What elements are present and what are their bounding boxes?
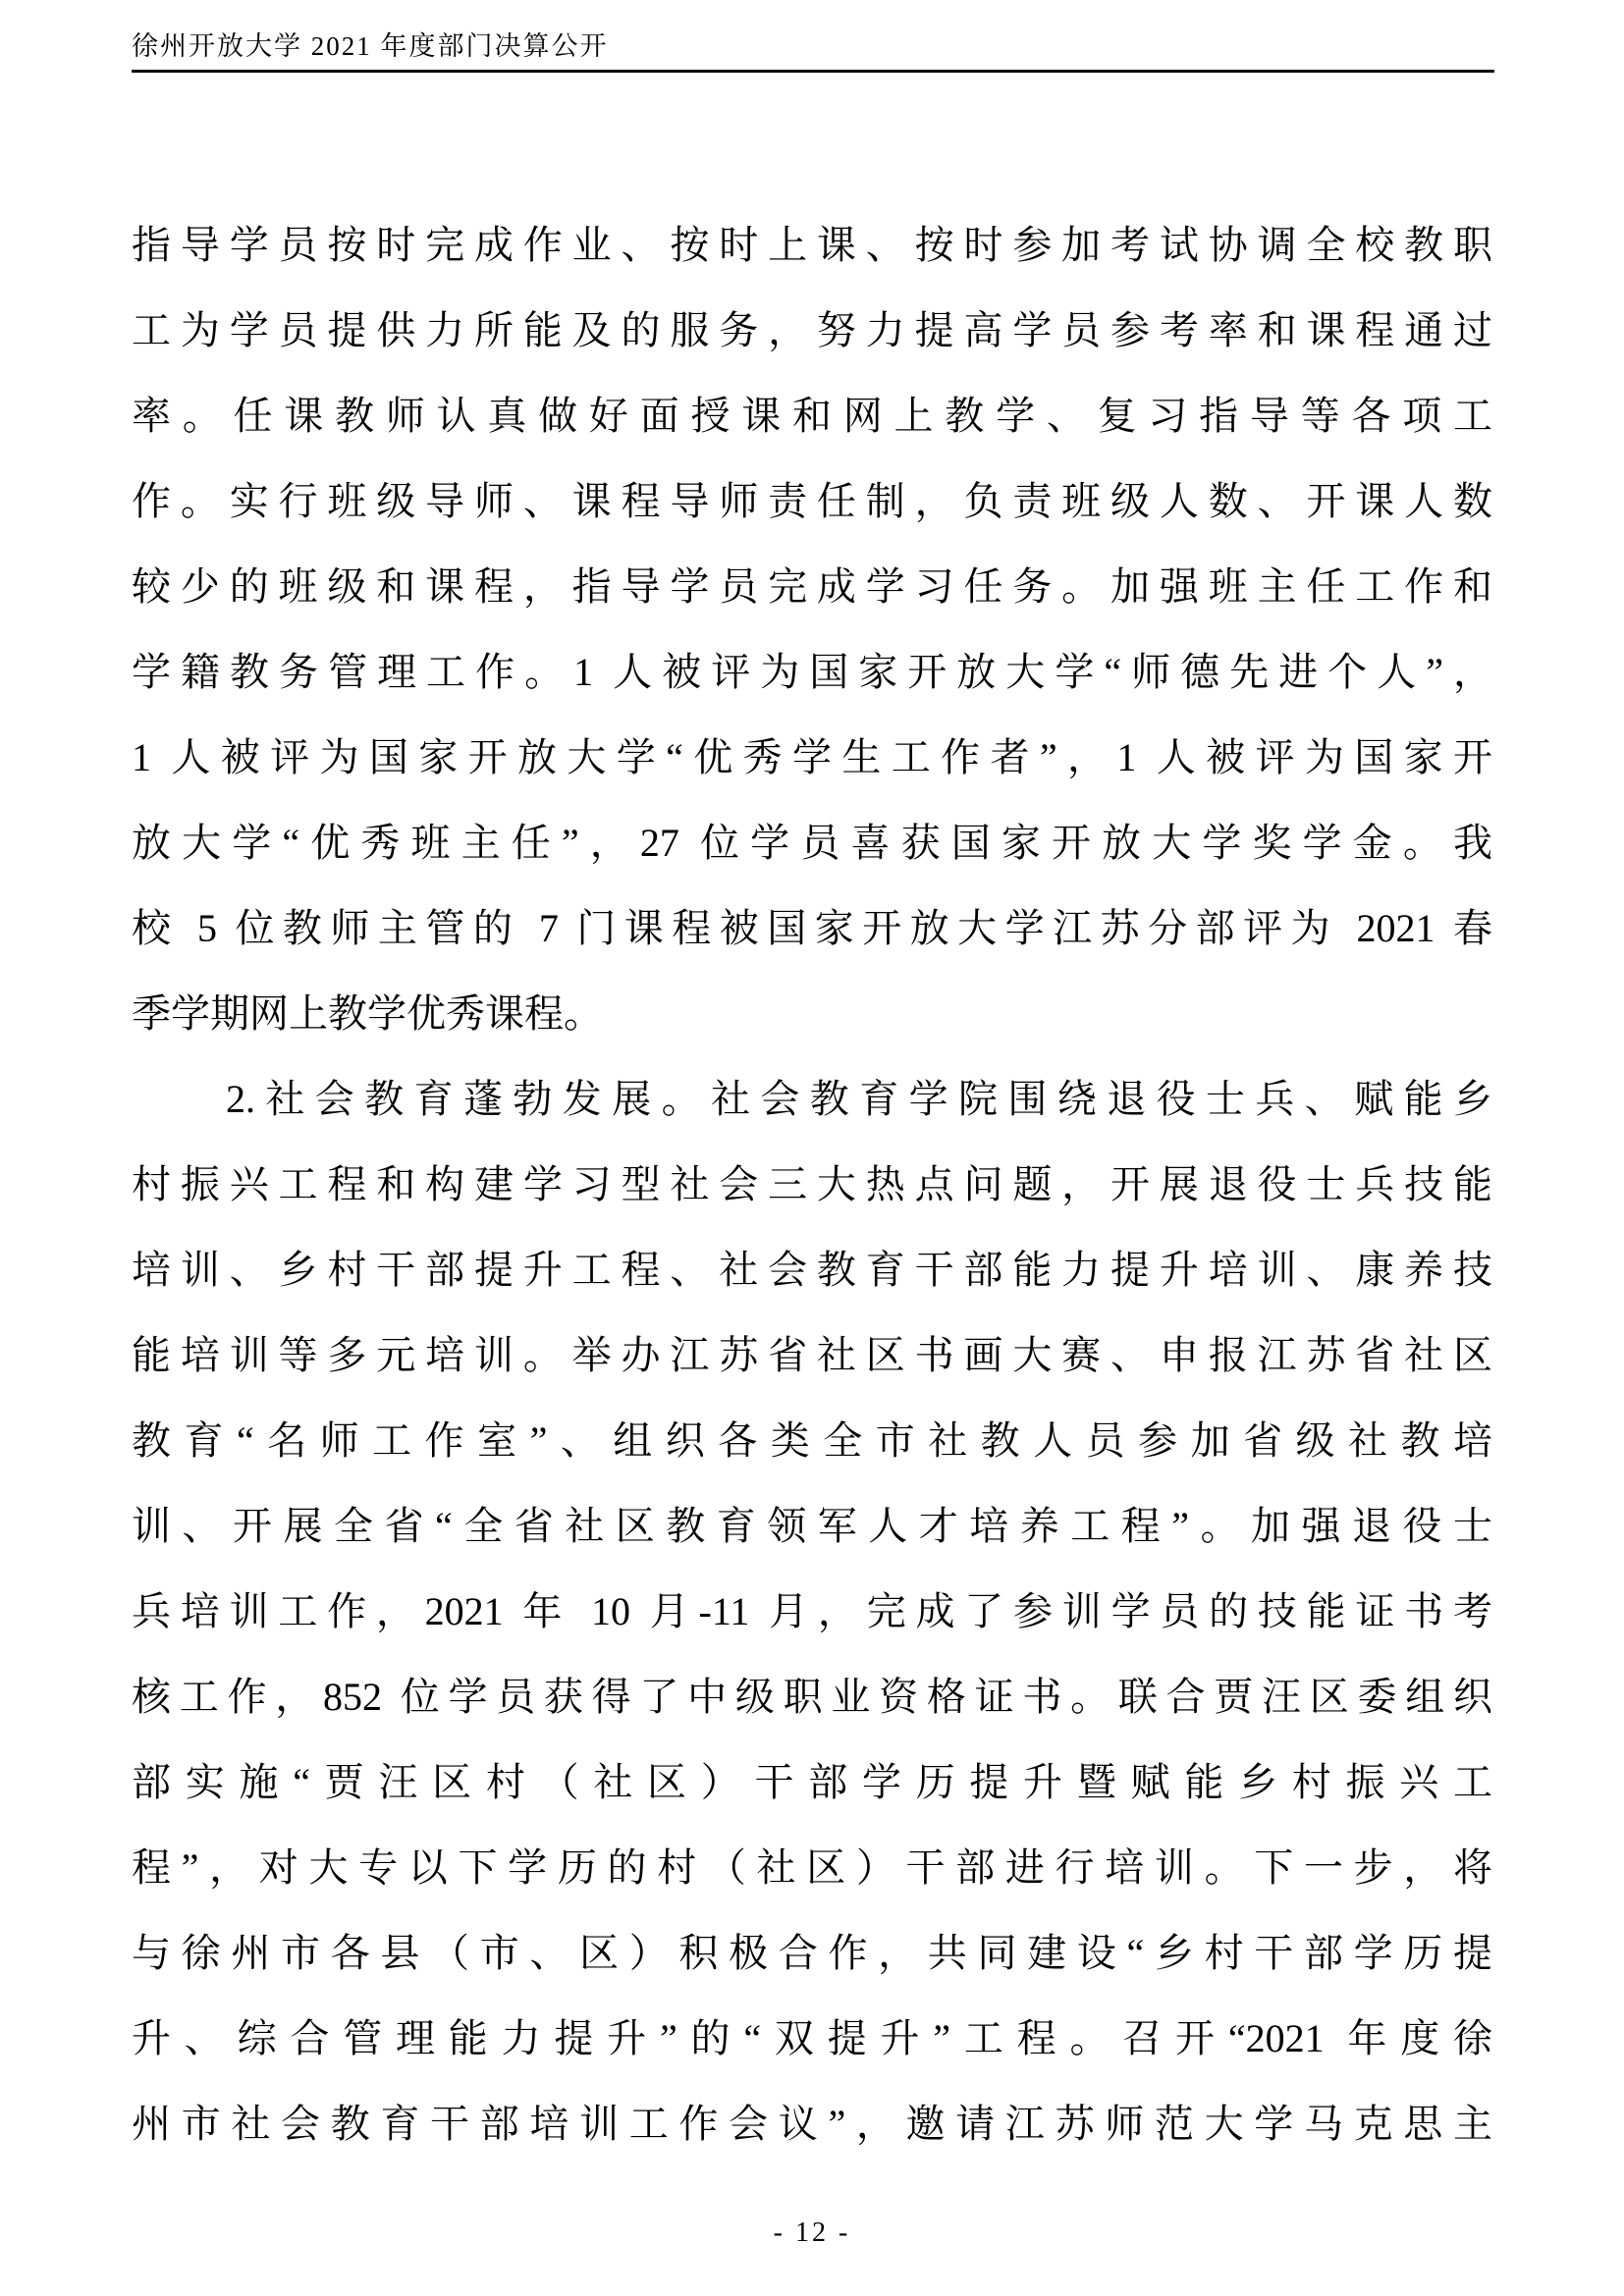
body-line: 能培训等多元培训。举办江苏省社区书画大赛、申报江苏省社区 — [132, 1333, 1492, 1377]
body-line: 程”，对大专以下学历的村（社区）干部进行培训。下一步，将 — [132, 1845, 1492, 1890]
body-line: 季学期网上教学优秀课程。 — [132, 991, 603, 1036]
body-line: 州市社会教育干部培训工作会议”，邀请江苏师范大学马克思主 — [132, 2102, 1492, 2146]
page-number: - 12 - — [773, 2217, 851, 2248]
body-line: 兵培训工作，2021 年 10 月-11 月，完成了参训学员的技能证书考 — [132, 1589, 1492, 1633]
body-line: 2.社会教育蓬勃发展。社会教育学院围绕退役士兵、赋能乡 — [226, 1077, 1492, 1121]
body-line: 放大学“优秀班主任”，27 位学员喜获国家开放大学奖学金。我 — [132, 821, 1492, 865]
body-line: 工为学员提供力所能及的服务，努力提高学员参考率和课程通过 — [132, 308, 1492, 352]
body-line: 指导学员按时完成作业、按时上课、按时参加考试协调全校教职 — [132, 223, 1492, 267]
body-line: 作。实行班级导师、课程导师责任制，负责班级人数、开课人数 — [132, 479, 1492, 523]
body-line: 校 5 位教师主管的 7 门课程被国家开放大学江苏分部评为 2021 春 — [132, 906, 1492, 950]
document-header-title: 徐州开放大学 2021 年度部门决算公开 — [132, 31, 609, 61]
body-line: 率。任课教师认真做好面授课和网上教学、复习指导等各项工 — [132, 394, 1492, 438]
body-line: 升、综合管理能力提升”的“双提升”工程。召开“2021 年度徐 — [132, 2016, 1492, 2060]
body-line: 1 人被评为国家开放大学“优秀学生工作者”，1 人被评为国家开 — [132, 735, 1492, 779]
body-line: 培训、乡村干部提升工程、社会教育干部能力提升培训、康养技 — [132, 1248, 1492, 1292]
document-body — [132, 202, 1492, 2166]
body-line: 较少的班级和课程，指导学员完成学习任务。加强班主任工作和 — [132, 564, 1492, 609]
body-line: 学籍教务管理工作。1 人被评为国家开放大学“师德先进个人”， — [132, 650, 1492, 694]
body-line: 部实施“贾汪区村（社区）干部学历提升暨赋能乡村振兴工 — [132, 1760, 1492, 1804]
body-line: 教育“名师工作室”、组织各类全市社教人员参加省级社教培 — [132, 1418, 1492, 1463]
header-divider — [132, 70, 1494, 73]
body-line: 村振兴工程和构建学习型社会三大热点问题，开展退役士兵技能 — [132, 1162, 1492, 1206]
body-line: 与徐州市各县（市、区）积极合作，共同建设“乡村干部学历提 — [132, 1931, 1492, 1975]
body-line: 训、开展全省“全省社区教育领军人才培养工程”。加强退役士 — [132, 1504, 1492, 1548]
body-line: 核工作，852 位学员获得了中级职业资格证书。联合贾汪区委组织 — [132, 1675, 1492, 1719]
